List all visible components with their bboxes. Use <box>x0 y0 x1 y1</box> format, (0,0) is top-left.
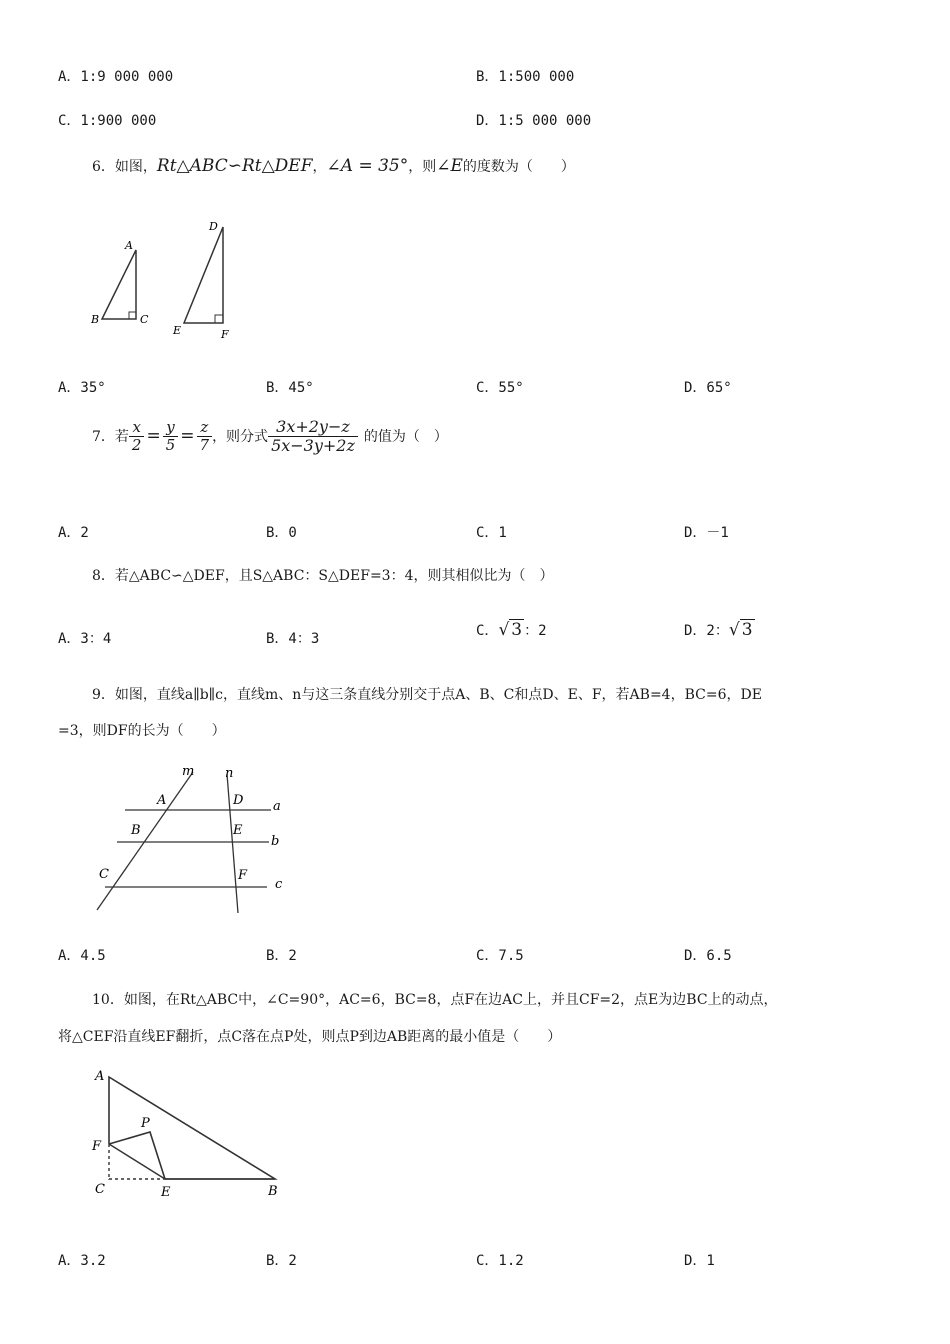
q6-label-c: C <box>140 313 149 326</box>
q6-pre: 如图， <box>114 159 157 175</box>
q10-option-a: A．3.2 <box>58 1253 106 1269</box>
q5-option-c: C．1:900 000 <box>58 113 157 129</box>
q9-label-c: C <box>99 867 109 882</box>
q9-label-d: D <box>233 793 244 808</box>
q9-label-m: m <box>182 764 195 779</box>
q6-stem <box>92 156 575 176</box>
q6-label-f: F <box>221 328 229 341</box>
q6-option-b: B．45° <box>266 380 314 396</box>
q10-stem-line1: 10．如图，在Rt△ABC中，∠C=90°，AC=6，BC=8，点F在边AC上，并且CF=2，点E为边BC上的动点， <box>92 992 778 1008</box>
q7-option-b: B．0 <box>266 525 297 541</box>
q9-option-c: C．7.5 <box>476 948 524 964</box>
q5-option-d: D．1:5 000 000 <box>476 113 592 129</box>
q9-stem-line1: 9．如图，直线a∥b∥c，直线m、n与这三条直线分别交于点A、B、C和点D、E、F，若AB=4，BC=6，DE <box>92 687 762 703</box>
q6-option-a: A．35° <box>58 380 106 396</box>
q9-option-a: A．4.5 <box>58 948 106 964</box>
q6-option-d: D．65° <box>684 380 732 396</box>
q9-label-n: n <box>225 766 234 781</box>
q7-frac-y: $\frac{y}{5}$ <box>163 419 179 453</box>
q8-option-c: C．√ 3 ：2 <box>476 620 547 640</box>
q10-figure <box>85 1062 295 1207</box>
q10-option-b: B．2 <box>266 1253 297 1269</box>
sqrt-icon: √ 3 <box>728 620 753 640</box>
q8-option-a: A．3：4 <box>58 631 112 647</box>
q7-frac-z: $\frac{z}{7}$ <box>197 419 213 453</box>
q7-number: 7．若 <box>92 429 129 446</box>
q6-figure <box>85 215 255 345</box>
q8-option-d: D．2：√ 3 <box>684 620 753 640</box>
q9-option-d: D．6.5 <box>684 948 732 964</box>
q6-angle: ∠A = 35° <box>326 156 409 176</box>
q10-label-e: E <box>161 1185 171 1200</box>
q6-similar: Rt△ABC∽Rt△DEF <box>156 156 313 176</box>
q5-option-a: A．1:9 000 000 <box>58 69 174 85</box>
q10-label-c: C <box>95 1182 105 1197</box>
q9-figure <box>85 760 295 920</box>
q9-label-b: B <box>131 823 141 838</box>
q9-label-line-c: c <box>275 877 283 892</box>
q9-label-f: F <box>238 868 248 883</box>
q7-option-a: A．2 <box>58 525 89 541</box>
q8-stem: 8．若△ABC∽△DEF，且S△ABC：S△DEF=3：4，则其相似比为（ ） <box>92 568 554 584</box>
q6-label-e: E <box>173 324 182 337</box>
q6-option-c: C．55° <box>476 380 524 396</box>
q9-label-line-b: b <box>271 834 280 849</box>
q6-number: 6． <box>92 159 115 175</box>
q6-label-a: A <box>125 239 133 252</box>
q7-stem: 7．若 $\frac{x}{2}$ = $\frac{y}{5}$ = $\frac{z}{7}$ ，则分式 $\frac{3x+2y-z}{5x-3y+2z}$ 的值为（ ） <box>92 417 448 455</box>
q7-option-d: D．－1 <box>684 525 729 541</box>
q10-label-f: F <box>92 1139 102 1154</box>
q7-mid: ，则分式 <box>212 429 269 446</box>
q10-option-c: C．1.2 <box>476 1253 524 1269</box>
q9-label-a: A <box>157 793 167 808</box>
q8-option-b: B．4：3 <box>266 631 320 647</box>
q7-frac-x: $\frac{x}{2}$ <box>129 419 145 453</box>
q10-label-p: P <box>141 1116 150 1131</box>
q6-label-b: B <box>91 313 100 326</box>
q6-post: 的度数为（ ） <box>462 159 575 175</box>
q6-sep: ， <box>312 159 327 175</box>
q9-stem-line2: =3，则DF的长为（ ） <box>58 723 226 739</box>
q6-label-d: D <box>209 220 218 233</box>
q10-option-d: D．1 <box>684 1253 715 1269</box>
q9-label-e: E <box>233 823 243 838</box>
q5-option-b: B．1:500 000 <box>476 69 575 85</box>
sqrt-icon: √ 3 <box>498 620 523 640</box>
q7-big-fraction: $\frac{3x+2y-z}{5x-3y+2z}$ <box>268 418 358 454</box>
q6-target: ∠E <box>436 156 463 176</box>
q6-mid: ，则 <box>408 159 437 175</box>
q7-post: 的值为（ ） <box>363 429 448 446</box>
q10-label-a: A <box>95 1069 105 1084</box>
q9-label-line-a: a <box>273 799 281 814</box>
q10-stem-line2: 将△CEF沿直线EF翻折，点C落在点P处，则点P到边AB距离的最小值是（ ） <box>58 1029 562 1045</box>
q10-label-b: B <box>268 1184 278 1199</box>
q9-option-b: B．2 <box>266 948 297 964</box>
q7-option-c: C．1 <box>476 525 507 541</box>
